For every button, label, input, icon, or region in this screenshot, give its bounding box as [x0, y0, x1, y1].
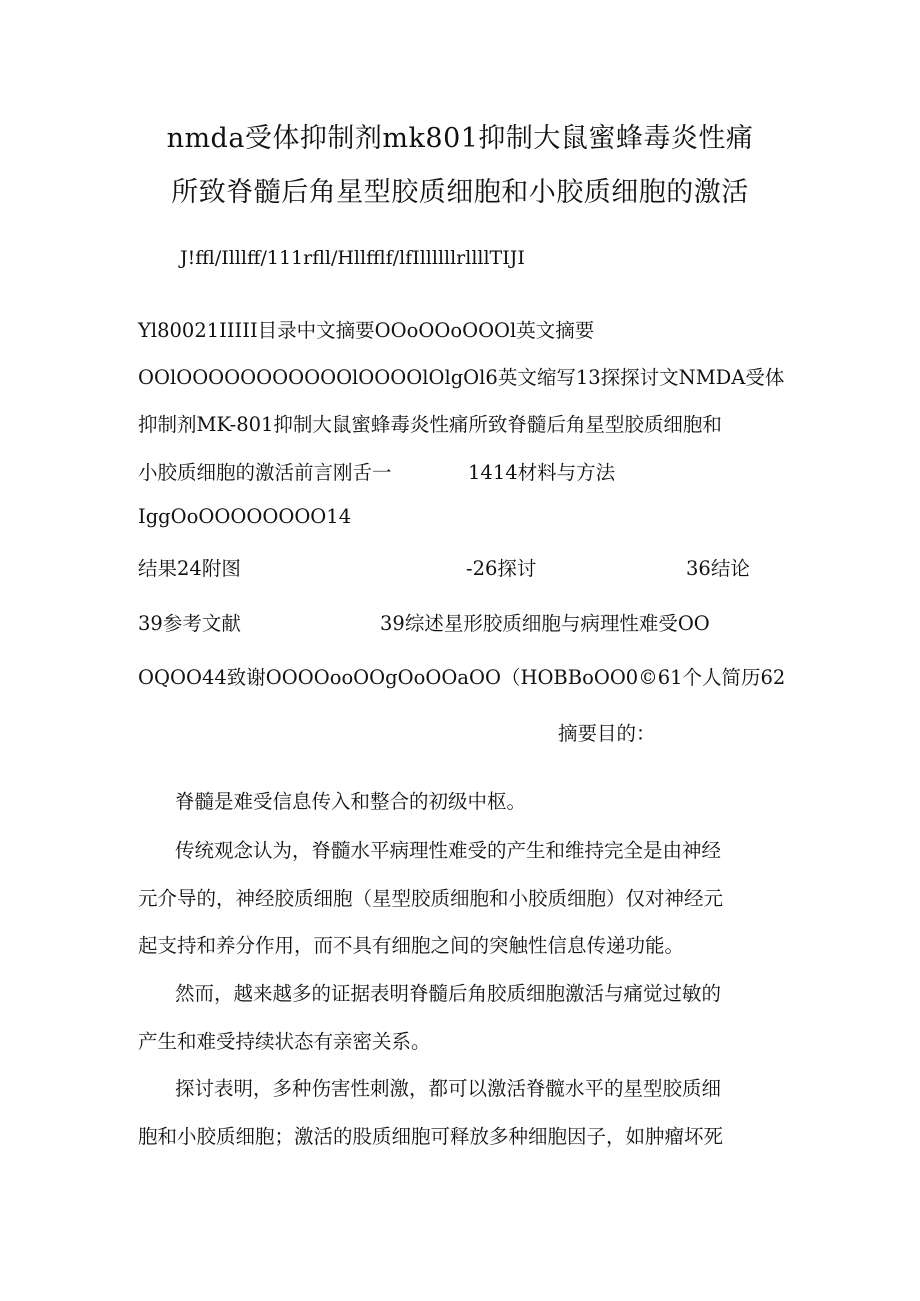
paragraph-2 [138, 827, 788, 970]
toc-line-4-right: 1414材料与方法 [468, 461, 616, 484]
toc-line-7-right: 39综述星形胶质细胞与病理性难受OO [380, 612, 710, 635]
document-title-line-1: nmda受体抑制剂mk801抑制大鼠蜜蜂毒炎性痛 [166, 123, 754, 154]
toc-line-5: IggOoOOOOOOOO14 [138, 505, 352, 528]
paragraph-line: 然而，越来越多的证据表明脊髓后角胶质细胞激活与痛觉过敏的 [175, 982, 722, 1005]
toc-line-4-left: 小胶质细胞的激活前言刚舌一 [138, 461, 392, 484]
paragraph-line: 胞和小胶质细胞；激活的股质细胞可释放多种细胞因子，如肿瘤坏死 [138, 1124, 724, 1148]
toc-line-8: OQOO44致谢OOOOooOOgOoOOaOO（HOBBoOO0©61个人简历62 [138, 666, 786, 689]
toc-line-3: 抑制剂MK-801抑制大鼠蜜蜂毒炎性痛所致脊髓后角星型胶质细胞和 [138, 413, 722, 436]
paragraph-line: 脊髓是难受信息传入和整合的初级中枢。 [175, 790, 527, 813]
document-title-line-2: 所致脊髓后角星型胶质细胞和小胶质细胞的激活 [171, 177, 749, 208]
toc-line-6-right: 36结论 [686, 557, 750, 580]
toc-line-6-middle: -26探讨 [466, 557, 537, 580]
paragraph-3 [138, 970, 788, 1065]
paragraph-line: 元介导的，神经胶质细胞（星型胶质细胞和小胶质细胞）仅对神经元 [138, 886, 724, 910]
paragraph-line: 产生和难受持续状态有亲密关系。 [138, 1029, 431, 1053]
toc-line-6-left: 结果24附图 [138, 557, 241, 580]
paragraph-line: 传统观念认为，脊髓水平病理性难受的产生和维持完全是由神经 [175, 839, 722, 862]
abstract-heading: 摘要目的： [558, 722, 656, 745]
toc-line-1: Yl80021IIIII目录中文摘要OOoOOoOOOl英文摘要 [138, 319, 595, 342]
paragraph-1 [138, 778, 788, 826]
paragraph-line: 探讨表明，多种伤害性刺激，都可以激活脊髋水平的星型胶质细 [175, 1077, 722, 1100]
toc-line-7-left: 39参考文献 [138, 612, 241, 635]
garbled-subtitle: J!ffl/Illlff/111rfll/Hllfflf/lfIllllllrllllTIJI [180, 247, 525, 269]
toc-line-2: OOlOOOOOOOOOOOlOOOOlOlgOl6英文缩写13探探讨文NMDA受体 [138, 366, 785, 389]
paragraph-line: 起支持和养分作用，而不具有细胞之间的突触性信息传递功能。 [138, 934, 685, 957]
paragraph-4 [138, 1065, 788, 1160]
